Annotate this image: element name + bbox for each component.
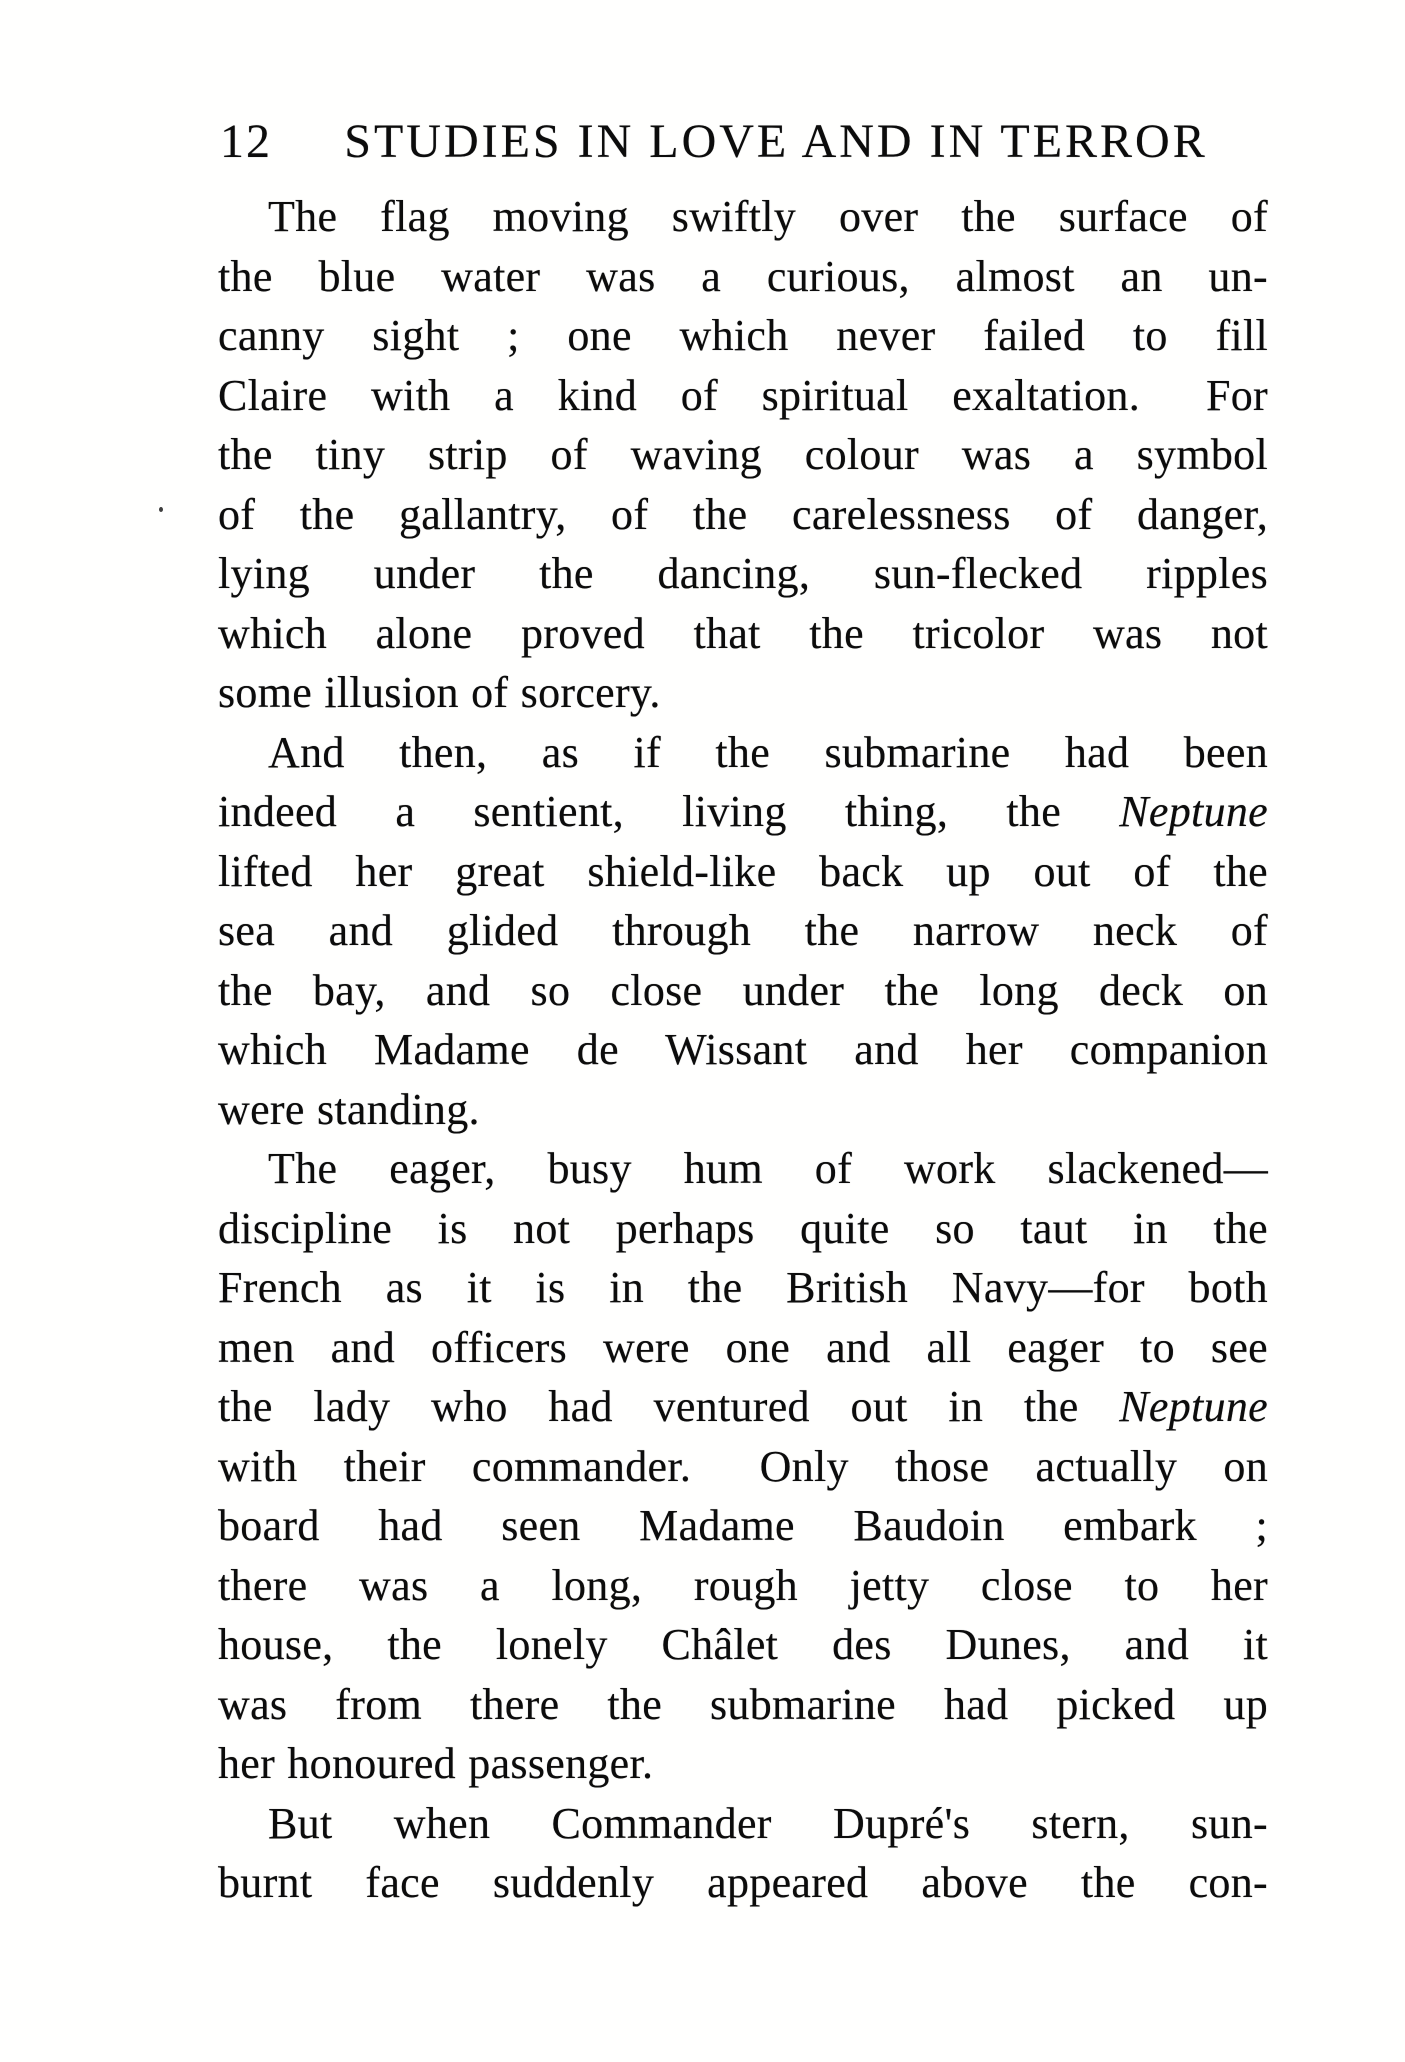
page-number: 12 xyxy=(220,115,272,168)
paragraph xyxy=(218,1139,1268,1794)
text-line: which Madame de Wissant and her companion xyxy=(218,1025,1268,1074)
text-line: there was a long, rough jetty close to her xyxy=(218,1560,1268,1610)
text-line: burnt face suddenly appeared above the con- xyxy=(218,1858,1268,1907)
text-line: the bay, and so close under the long deck on xyxy=(218,965,1268,1015)
text-line: with their commander. Only those actually on xyxy=(218,1441,1268,1491)
text-line: was from there the submarine had picked up xyxy=(218,1679,1268,1729)
text-line: lying under the dancing, sun-flecked ripples xyxy=(218,549,1268,598)
running-title: STUDIES IN LOVE AND IN TERROR xyxy=(344,115,1208,168)
text-line: which alone proved that the tricolor was not xyxy=(218,608,1268,658)
text-line: the blue water was a curious, almost an un- xyxy=(218,251,1268,301)
text-line: And then, as if the submarine had been xyxy=(268,727,1268,777)
text-line: canny sight ; one which never failed to fill xyxy=(218,311,1268,360)
paragraph xyxy=(218,187,1268,723)
text-line: some illusion of sorcery. xyxy=(218,668,661,717)
text-line: house, the lonely Châlet des Dunes, and it xyxy=(218,1620,1268,1669)
text-line: discipline is not perhaps quite so taut in the xyxy=(218,1203,1268,1253)
text-line: the lady who had ventured out in the Neptune xyxy=(218,1382,1268,1431)
text-line: the tiny strip of waving colour was a symbol xyxy=(218,430,1268,479)
text-line: Claire with a kind of spiritual exaltation. For xyxy=(218,370,1268,420)
text-line: board had seen Madame Baudoin embark ; xyxy=(218,1501,1268,1550)
text-line: The eager, busy hum of work slackened— xyxy=(268,1144,1268,1193)
text-line: of the gallantry, of the carelessness of danger, xyxy=(218,489,1268,539)
page-header xyxy=(218,111,1268,173)
text-line: men and officers were one and all eager to see xyxy=(218,1322,1268,1372)
text-line: indeed a sentient, living thing, the Neptune xyxy=(218,787,1268,836)
text-line: sea and glided through the narrow neck of xyxy=(218,906,1268,955)
text-line: But when Commander Dupré's stern, sun- xyxy=(268,1798,1268,1848)
text-line: were standing. xyxy=(218,1084,480,1134)
scan-speck xyxy=(159,507,163,512)
text-line: lifted her great shield-like back up out of the xyxy=(218,846,1268,896)
page-content xyxy=(218,111,1268,1913)
text-line: French as it is in the British Navy—for both xyxy=(218,1263,1268,1312)
text-line: her honoured passenger. xyxy=(218,1739,654,1788)
text-line: The flag moving swiftly over the surface of xyxy=(268,192,1268,241)
paragraph xyxy=(218,1794,1268,1913)
text-block xyxy=(218,187,1268,1913)
paragraph xyxy=(218,723,1268,1140)
